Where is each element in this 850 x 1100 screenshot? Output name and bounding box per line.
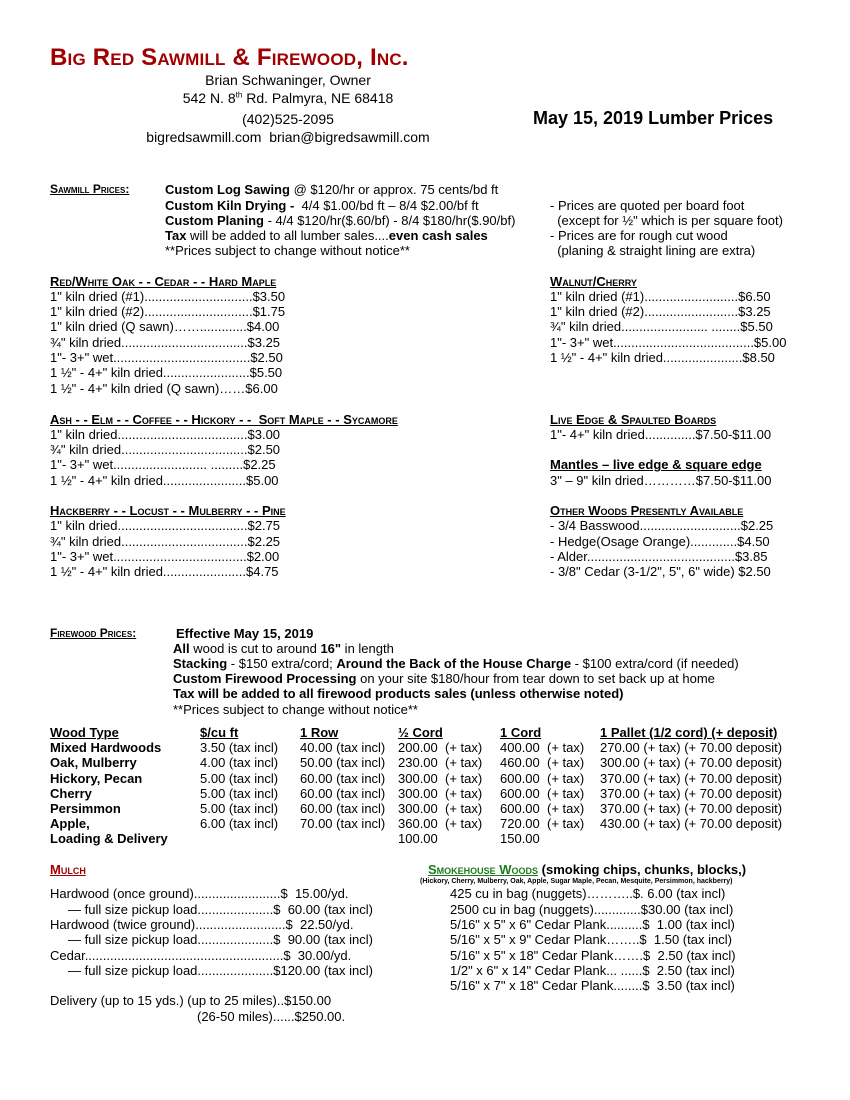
column-header: 1 Pallet (1/2 cord) (+ deposit)	[600, 725, 778, 740]
table-cell: 370.00 (+ tax) (+ 70.00 deposit)	[600, 770, 783, 786]
processing-text: on your site $180/hour from tear down to set back up at home	[356, 671, 715, 686]
list-item: 1 ½" - 4+" kiln dried........................$5.50	[50, 365, 283, 380]
table-cell	[600, 831, 782, 846]
mulch-delivery-1: Delivery (up to 15 yds.) (up to 25 miles)..$150.00	[50, 993, 332, 1008]
table-cell: 270.00 (+ tax) (+ 70.00 deposit)	[600, 740, 783, 756]
table-cell: 40.00 (tax incl)	[300, 740, 386, 756]
back-house-label: Around the Back of the House Charge	[336, 656, 572, 671]
table-cell: 60.00 (tax incl)	[300, 785, 386, 801]
other-woods-heading: Other Woods Presently Available	[550, 503, 744, 518]
company-name: Big Red Sawmill & Firewood, Inc.	[50, 44, 409, 71]
mulch-heading: Mulch	[50, 862, 86, 877]
firewood-tax-line: Tax will be added to all firewood products sales (unless otherwise noted)	[173, 686, 624, 701]
planing-text: - 4/4 $120/hr($.60/bf) - 8/4 $180/hr($.90/bf)	[263, 213, 516, 228]
list-item: 1" kiln dried (#2)..............................$1.75	[50, 304, 286, 319]
stacking-text: - $150 extra/cord;	[227, 656, 337, 671]
list-item: 5/16" x 5" x 9" Cedar Plank……..$ 1.50 (tax incl)	[450, 932, 732, 947]
address-suffix: th	[235, 90, 243, 100]
ash-heading: Ash - - Elm - - Coffee - - Hickory - - Soft Maple - - Sycamore	[50, 412, 398, 427]
table-row	[50, 801, 782, 816]
list-item: Cedar.......................................................$ 30.00/yd.	[50, 948, 352, 963]
firewood-effective: Effective May 15, 2019	[176, 626, 314, 641]
list-item: Hardwood (twice ground).........................$ 22.50/yd.	[50, 917, 354, 932]
table-cell: Oak, Mulberry	[50, 755, 137, 771]
list-item: — full size pickup load.....................$120.00 (tax incl)	[50, 963, 373, 978]
list-item: 1"- 3+" wet......................................$2.50	[50, 350, 283, 365]
list-item: — full size pickup load.....................$ 90.00 (tax incl)	[50, 932, 373, 947]
table-cell: Hickory, Pecan	[50, 770, 143, 786]
sawmill-note-4: (planing & straight lining are extra)	[550, 243, 756, 258]
table-cell: 430.00 (+ tax) (+ 70.00 deposit)	[600, 816, 783, 832]
smokehouse-heading: Smokehouse Woods	[428, 862, 539, 877]
list-item: 1" kiln dried (Q sawn)…….............$4.00	[50, 319, 280, 334]
live-edge-heading: Live Edge & Spaulted Boards	[550, 412, 717, 427]
table-header-row	[50, 725, 782, 740]
firewood-length-text: in length	[341, 641, 394, 656]
sawmill-log-sawing	[165, 182, 498, 197]
list-item: 1" kiln dried....................................$2.75	[50, 518, 281, 533]
list-item: 1" kiln dried (#1)..............................$3.50	[50, 289, 286, 304]
sawmill-notice: **Prices subject to change without notice**	[165, 243, 410, 258]
table-cell: 600.00 (+ tax)	[500, 770, 585, 786]
smokehouse-subheading: (smoking chips, chunks, blocks,)	[538, 862, 747, 877]
stacking-label: Stacking	[173, 656, 228, 671]
table-cell: 200.00 (+ tax)	[398, 740, 483, 756]
page-title: May 15, 2019 Lumber Prices	[533, 108, 774, 128]
list-item: 425 cu in bag (nuggets)………..$. 6.00 (tax incl)	[450, 886, 726, 901]
log-sawing-label: Custom Log Sawing	[165, 182, 290, 197]
table-cell: 3.50 (tax incl)	[200, 740, 279, 756]
table-row	[50, 755, 782, 770]
address-street: 542 N. 8	[182, 90, 236, 106]
sawmill-tax	[165, 228, 488, 243]
table-cell: Cherry	[50, 785, 92, 801]
table-cell: 300.00 (+ tax) (+ 70.00 deposit)	[600, 755, 783, 771]
list-item: 2500 cu in bag (nuggets).............$30.00 (tax incl)	[450, 902, 734, 917]
list-item: — full size pickup load.....................$ 60.00 (tax incl)	[50, 902, 373, 917]
kiln-label: Custom Kiln Drying -	[165, 198, 295, 213]
table-row	[50, 786, 782, 801]
table-cell: 370.00 (+ tax) (+ 70.00 deposit)	[600, 801, 783, 817]
column-header: ½ Cord	[398, 725, 443, 740]
smokehouse-species: (Hickory, Cherry, Mulberry, Oak, Apple, Sugar Maple, Pecan, Mesquite, Persimmon, hackberry)	[420, 878, 733, 885]
column-header: Wood Type	[50, 725, 119, 740]
table-cell: 300.00 (+ tax)	[398, 785, 483, 801]
column-header: $/cu ft	[200, 725, 239, 740]
table-row	[50, 771, 782, 786]
table-cell: 360.00 (+ tax)	[398, 816, 483, 832]
table-cell: 300.00 (+ tax)	[398, 770, 483, 786]
list-item: 1"- 3+" wet.....................................$2.00	[50, 549, 280, 564]
list-item: - 3/8" Cedar (3-1/2", 5", 6" wide) $2.50	[550, 564, 771, 579]
table-cell: 460.00 (+ tax)	[500, 755, 585, 771]
list-item: 1 ½" - 4+" kiln dried.......................$5.00	[50, 473, 279, 488]
firewood-line-2	[173, 656, 739, 671]
table-cell: Loading & Delivery	[50, 831, 168, 847]
list-item: - Alder.........................................$3.85	[550, 549, 768, 564]
table-cell: 5.00 (tax incl)	[200, 801, 279, 817]
table-cell: 300.00 (+ tax)	[398, 801, 483, 817]
table-cell: 60.00 (tax incl)	[300, 801, 386, 817]
list-item: 1 ½" - 4+" kiln dried (Q sawn)……$6.00	[50, 381, 278, 396]
list-item: - 3/4 Basswood............................$2.25	[550, 518, 774, 533]
walnut-heading: Walnut/Cherry	[550, 274, 637, 289]
processing-label: Custom Firewood Processing	[173, 671, 357, 686]
list-item: 1" kiln dried....................................$3.00	[50, 427, 281, 442]
table-cell: 100.00	[398, 831, 438, 847]
table-cell	[300, 831, 398, 846]
sawmill-heading: Sawmill Prices:	[50, 182, 130, 196]
firewood-heading: Firewood Prices:	[50, 626, 137, 640]
list-item: - Hedge(Osage Orange).............$4.50	[550, 534, 770, 549]
tax-text: will be added to all lumber sales....	[186, 228, 389, 243]
oak-heading: Red/White Oak - - Cedar - - Hard Maple	[50, 274, 277, 289]
table-cell: 720.00 (+ tax)	[500, 816, 585, 832]
list-item: 1 ½" - 4+" kiln dried......................$8.50	[550, 350, 775, 365]
mantles-heading: Mantles – live edge & square edge	[550, 457, 762, 472]
list-item: ¾" kiln dried...................................$2.50	[50, 442, 281, 457]
table-cell: Persimmon	[50, 801, 121, 817]
table-cell	[200, 831, 300, 846]
tax-label: Tax	[165, 228, 187, 243]
owner-line: Brian Schwaninger, Owner	[205, 72, 371, 88]
sawmill-kiln	[165, 198, 479, 213]
list-item: 5/16" x 5" x 6" Cedar Plank..........$ 1.00 (tax incl)	[450, 917, 735, 932]
list-item: ¾" kiln dried...................................$2.25	[50, 534, 281, 549]
table-row	[50, 740, 782, 755]
table-cell: Apple,	[50, 816, 90, 832]
table-cell: Mixed Hardwoods	[50, 740, 162, 756]
back-house-text: - $100 extra/cord (if needed)	[571, 656, 739, 671]
firewood-length: 16"	[320, 641, 342, 656]
table-cell: 600.00 (+ tax)	[500, 785, 585, 801]
table-cell: 6.00 (tax incl)	[200, 816, 279, 832]
column-header: 1 Row	[300, 725, 339, 740]
tax-emphasis: even cash sales	[388, 228, 488, 243]
table-cell: 150.00	[500, 831, 540, 847]
firewood-table	[50, 725, 782, 847]
table-row	[50, 816, 782, 831]
table-cell: 4.00 (tax incl)	[200, 755, 279, 771]
column-header: 1 Cord	[500, 725, 542, 740]
list-item: 1"- 3+" wet.......................... .........$2.25	[50, 457, 276, 472]
list-item: 1 ½" - 4+" kiln dried.......................$4.75	[50, 564, 279, 579]
table-cell: 70.00 (tax incl)	[300, 816, 386, 832]
list-item: ¾" kiln dried...................................$3.25	[50, 335, 281, 350]
list-item: 5/16" x 7" x 18" Cedar Plank........$ 3.50 (tax incl)	[450, 978, 735, 993]
list-item: 1" kiln dried (#2)..........................$3.25	[550, 304, 771, 319]
mulch-delivery-2: (26-50 miles)......$250.00.	[197, 1009, 346, 1024]
log-sawing-text: @ $120/hr or approx. 75 cents/bd ft	[289, 182, 499, 197]
sawmill-planing	[165, 213, 515, 228]
firewood-line-1	[173, 641, 394, 656]
table-row	[50, 831, 782, 846]
sawmill-note-2: (except for ½" which is per square foot)	[550, 213, 783, 228]
list-item: Hardwood (once ground)........................$ 15.00/yd.	[50, 886, 349, 901]
firewood-line-3	[173, 671, 715, 686]
hackberry-heading: Hackberry - - Locust - - Mulberry - - Pine	[50, 503, 286, 518]
table-cell: 60.00 (tax incl)	[300, 770, 386, 786]
list-item: 5/16" x 5" x 18" Cedar Plank…….$ 2.50 (tax incl)	[450, 948, 736, 963]
firewood-notice: **Prices subject to change without notice**	[173, 702, 418, 717]
address-city: Rd. Palmyra, NE 68418	[242, 90, 394, 106]
list-item: ¾" kiln dried........................ ........$5.50	[550, 319, 773, 334]
sawmill-note-1: - Prices are quoted per board foot	[550, 198, 745, 213]
table-cell: 5.00 (tax incl)	[200, 785, 279, 801]
firewood-all: All	[173, 641, 190, 656]
list-item: 3" – 9" kiln dried…………$7.50-$11.00	[550, 473, 772, 488]
table-cell: 50.00 (tax incl)	[300, 755, 386, 771]
sawmill-note-3: - Prices are for rough cut wood	[550, 228, 728, 243]
table-cell: 400.00 (+ tax)	[500, 740, 585, 756]
web-email-line: bigredsawmill.com brian@bigredsawmill.com	[146, 129, 430, 145]
list-item: 1" kiln dried (#1)..........................$6.50	[550, 289, 771, 304]
list-item: 1"- 4+" kiln dried..............$7.50-$11.00	[550, 427, 772, 442]
planing-label: Custom Planing	[165, 213, 264, 228]
smokehouse-title	[428, 862, 746, 877]
firewood-cut-text: wood is cut to around	[189, 641, 321, 656]
table-cell: 230.00 (+ tax)	[398, 755, 483, 771]
list-item: 1/2" x 6" x 14" Cedar Plank... ......$ 2.50 (tax incl)	[450, 963, 735, 978]
kiln-text: 4/4 $1.00/bd ft – 8/4 $2.00/bf ft	[294, 198, 479, 213]
phone-line: (402)525-2095	[242, 111, 334, 127]
address-line	[108, 90, 468, 107]
table-cell: 370.00 (+ tax) (+ 70.00 deposit)	[600, 785, 783, 801]
list-item: 1"- 3+" wet.......................................$5.00	[550, 335, 787, 350]
table-cell: 600.00 (+ tax)	[500, 801, 585, 817]
table-cell: 5.00 (tax incl)	[200, 770, 279, 786]
